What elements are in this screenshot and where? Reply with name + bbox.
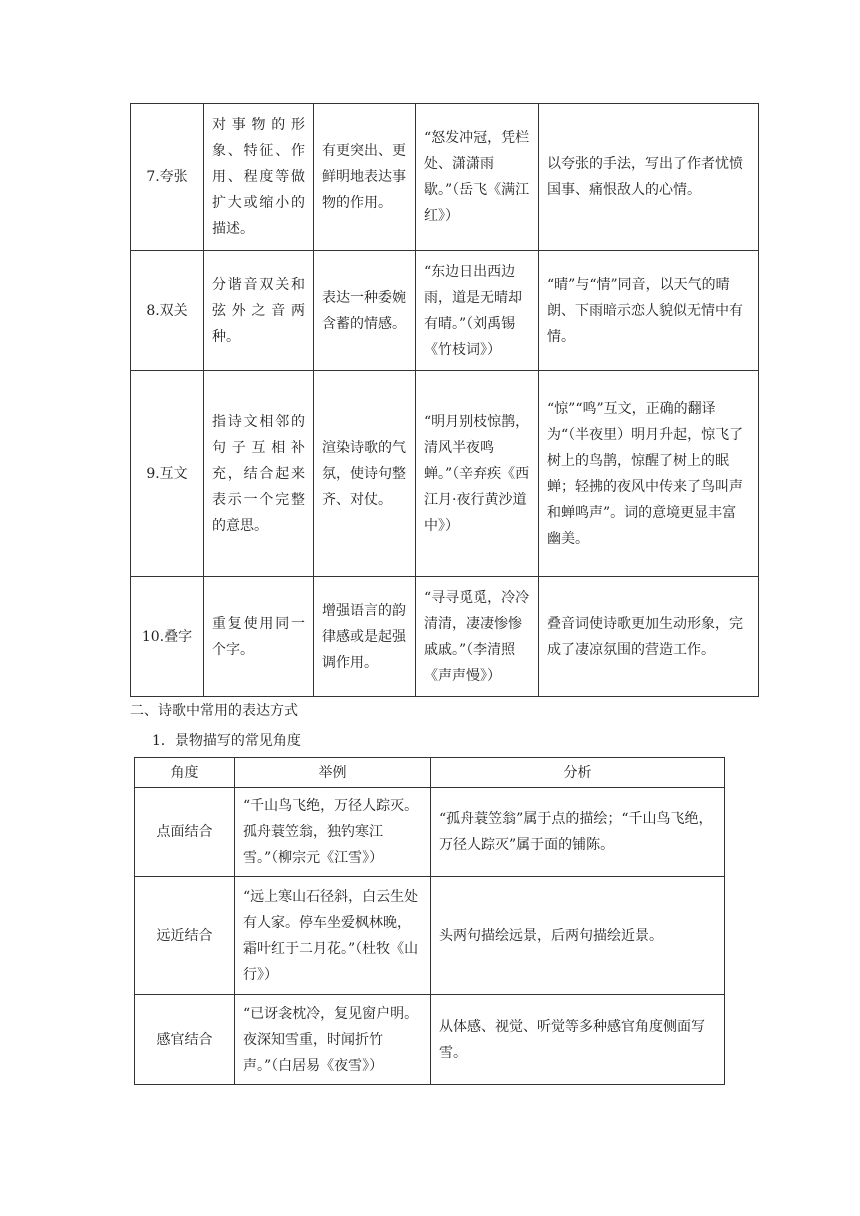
angle-example: “千山鸟飞绝，万径人踪灭。孤舟蓑笠翁，独钓寒江雪。”（柳宗元《江雪》） <box>235 788 431 877</box>
table-row <box>131 371 759 577</box>
angle-example: “远上寒山石径斜，白云生处有人家。停车坐爱枫林晚，霜叶红于二月花。”（杜牧《山行》） <box>235 877 431 995</box>
angle-name: 感官结合 <box>135 995 235 1085</box>
device-name: 8.双关 <box>131 251 204 371</box>
angle-analysis: 从体感、视觉、听觉等多种感官角度侧面写雪。 <box>431 995 725 1085</box>
device-effect: 有更突出、更鲜明地表达事物的作用。 <box>314 104 416 251</box>
table-row <box>131 104 759 251</box>
column-header-angle: 角度 <box>135 758 235 788</box>
device-analysis: 以夸张的手法，写出了作者忧愤国事、痛恨敌人的心情。 <box>539 104 759 251</box>
device-effect: 表达一种委婉含蓄的情感。 <box>314 251 416 371</box>
device-effect: 渲染诗歌的气氛，使诗句整齐、对仗。 <box>314 371 416 577</box>
scenery-angle-table <box>134 757 725 1085</box>
device-name: 7.夸张 <box>131 104 204 251</box>
rhetoric-table <box>130 103 759 697</box>
table-row <box>131 577 759 697</box>
subsection-heading: 1．景物描写的常见角度 <box>152 733 301 749</box>
device-analysis: “晴”与“情”同音，以天气的晴朗、下雨暗示恋人貌似无情中有情。 <box>539 251 759 371</box>
device-name: 9.互文 <box>131 371 204 577</box>
table-header-row <box>135 758 725 788</box>
angle-name: 远近结合 <box>135 877 235 995</box>
device-example: “怒发冲冠，凭栏处、潇潇雨歇。”（岳飞《满江红》） <box>416 104 539 251</box>
table-row <box>135 788 725 877</box>
device-name: 10.叠字 <box>131 577 204 697</box>
angle-analysis: “孤舟蓑笠翁”属于点的描绘；“千山鸟飞绝，万径人踪灭”属于面的铺陈。 <box>431 788 725 877</box>
device-example: “东边日出西边雨，道是无晴却有晴。”（刘禹锡《竹枝词》） <box>416 251 539 371</box>
angle-analysis: 头两句描绘远景，后两句描绘近景。 <box>431 877 725 995</box>
angle-example: “已讶衾枕冷，复见窗户明。夜深知雪重，时闻折竹声。”（白居易《夜雪》） <box>235 995 431 1085</box>
column-header-analysis: 分析 <box>431 758 725 788</box>
table-row <box>135 877 725 995</box>
section-heading: 二、诗歌中常用的表达方式 <box>130 703 298 719</box>
device-example: “明月别枝惊鹊，清风半夜鸣蝉。”（辛弃疾《西江月·夜行黄沙道中》） <box>416 371 539 577</box>
angle-name: 点面结合 <box>135 788 235 877</box>
device-definition: 分谐音双关和弦外之音两种。 <box>204 251 314 371</box>
table-row <box>135 995 725 1085</box>
column-header-example: 举例 <box>235 758 431 788</box>
device-definition: 指诗文相邻的句子互相补充，结合起来表示一个完整的意思。 <box>204 371 314 577</box>
device-analysis: “惊”“鸣”互文，正确的翻译为“（半夜里）明月升起，惊飞了树上的鸟鹊，惊醒了树上的眠蝉；轻拂的夜风中传来了鸟叫声和蝉鸣声”。词的意境更显丰富幽美。 <box>539 371 759 577</box>
device-definition: 重复使用同一个字。 <box>204 577 314 697</box>
table-row <box>131 251 759 371</box>
device-example: “寻寻觅觅，冷冷清清，凄凄惨惨戚戚。”（李清照《声声慢》） <box>416 577 539 697</box>
device-effect: 增强语言的韵律感或是起强调作用。 <box>314 577 416 697</box>
device-analysis: 叠音词使诗歌更加生动形象，完成了凄凉氛围的营造工作。 <box>539 577 759 697</box>
device-definition: 对事物的形象、特征、作用、程度等做扩大或缩小的描述。 <box>204 104 314 251</box>
